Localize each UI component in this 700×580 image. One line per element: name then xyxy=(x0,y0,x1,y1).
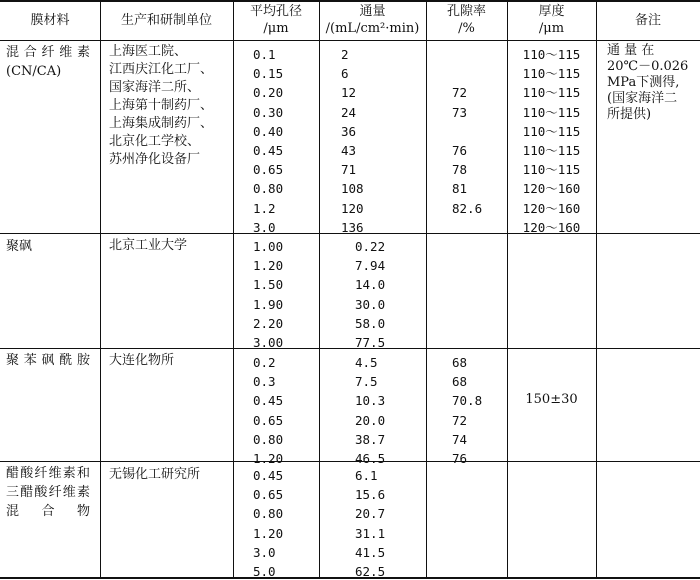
flux-cell: 77.5 xyxy=(355,335,386,350)
header-remark: 备注 xyxy=(634,13,661,28)
thickness-cell: 110～115 xyxy=(522,85,581,101)
col-rule-3 xyxy=(319,0,320,579)
header-pore-label: 平均孔径 xyxy=(249,4,302,19)
pore-size-cell: 1.90 xyxy=(253,296,284,312)
flux-cell: 46.5 xyxy=(355,451,386,466)
porosity-cell: 82.6 xyxy=(452,200,483,216)
pore-size-cell: 0.1 xyxy=(253,47,276,62)
flux-cell: 41.5 xyxy=(355,544,386,560)
producer-name: 大连化物所 xyxy=(109,353,175,368)
header-material: 膜材料 xyxy=(30,13,70,28)
header-producer: 生产和研制单位 xyxy=(120,13,212,28)
col-rule-4 xyxy=(426,0,427,579)
flux-cell: 43 xyxy=(341,143,357,158)
header-porosity-label: 孔隙率 xyxy=(446,4,486,19)
producer-name: 北京工业大学 xyxy=(109,238,188,253)
flux-cell: 62.5 xyxy=(355,564,386,579)
porosity-cell: 70.8 xyxy=(452,393,483,409)
material-name: 醋酸纤维素和三醋酸纤维素混合物 xyxy=(6,466,90,519)
header-pore-unit: /μm xyxy=(263,21,289,36)
thickness-cell: 120～160 xyxy=(522,181,581,197)
flux-cell: 24 xyxy=(341,104,357,120)
producer-name: 无锡化工研究所 xyxy=(109,467,201,482)
flux-cell: 108 xyxy=(341,181,364,197)
pore-size-cell: 1.50 xyxy=(253,277,284,293)
flux-cell: 31.1 xyxy=(355,525,386,541)
pore-size-cell: 1.20 xyxy=(253,525,284,541)
flux-cell: 20.7 xyxy=(355,506,386,522)
flux-cell: 4.5 xyxy=(355,355,378,370)
pore-size-cell: 1.20 xyxy=(253,258,284,274)
pore-size-cell: 0.80 xyxy=(253,506,284,522)
header-flux-label: 通量 xyxy=(359,4,386,19)
flux-cell: 136 xyxy=(341,219,364,235)
thickness-cell: 110～115 xyxy=(522,104,581,120)
flux-cell: 20.0 xyxy=(355,412,386,428)
pore-size-cell: 0.15 xyxy=(253,66,284,82)
material-name: 混合纤维素(CN/CA) xyxy=(6,45,90,79)
rule-group2 xyxy=(0,348,700,349)
thickness-cell: 110～115 xyxy=(522,66,581,82)
flux-cell: 2 xyxy=(341,47,349,62)
porosity-cell: 76 xyxy=(452,143,468,158)
header-porosity-unit: /% xyxy=(458,21,475,36)
rule-top xyxy=(0,0,700,2)
pore-size-cell: 0.65 xyxy=(253,487,284,503)
pore-size-cell: 0.3 xyxy=(253,374,276,390)
pore-size-cell: 0.80 xyxy=(253,181,284,197)
thickness-value: 150±30 xyxy=(525,392,578,407)
material-name: 聚砜 xyxy=(6,239,33,254)
pore-size-cell: 1.20 xyxy=(253,451,284,466)
porosity-cell: 76 xyxy=(452,451,468,466)
col-rule-2 xyxy=(233,0,234,579)
rule-header xyxy=(0,40,700,41)
pore-size-cell: 2.20 xyxy=(253,315,284,331)
pore-size-cell: 0.2 xyxy=(253,355,276,370)
header-flux xyxy=(319,3,426,37)
pore-size-cell: 0.45 xyxy=(253,143,284,158)
flux-cell: 12 xyxy=(341,85,357,101)
thickness-cell: 110～115 xyxy=(522,143,581,158)
pore-size-cell: 0.45 xyxy=(253,393,284,409)
flux-cell: 7.5 xyxy=(355,374,378,390)
flux-cell: 30.0 xyxy=(355,296,386,312)
header-flux-unit: /(mL/cm²·min) xyxy=(325,21,420,36)
pore-size-cell: 1.00 xyxy=(253,239,284,254)
thickness-cell: 110～115 xyxy=(522,123,581,139)
flux-cell: 6.1 xyxy=(355,468,378,483)
pore-size-cell: 3.0 xyxy=(253,544,276,560)
flux-cell: 6 xyxy=(341,66,349,82)
flux-cell: 36 xyxy=(341,123,357,139)
thickness-cell: 110～115 xyxy=(522,47,581,62)
col-rule-6 xyxy=(596,0,597,579)
pore-size-cell: 3.00 xyxy=(253,335,284,350)
flux-cell: 71 xyxy=(341,162,357,178)
pore-size-cell: 3.0 xyxy=(253,219,276,235)
flux-cell: 15.6 xyxy=(355,487,386,503)
porosity-cell: 68 xyxy=(452,374,468,390)
flux-cell: 38.7 xyxy=(355,431,386,447)
porosity-cell: 72 xyxy=(452,412,468,428)
pore-size-cell: 0.45 xyxy=(253,468,284,483)
pore-size-cell: 0.65 xyxy=(253,162,284,178)
pore-size-cell: 0.80 xyxy=(253,431,284,447)
pore-size-cell: 5.0 xyxy=(253,564,276,579)
thickness-cell: 110～115 xyxy=(522,162,581,178)
col-rule-1 xyxy=(100,0,101,579)
pore-size-cell: 0.65 xyxy=(253,412,284,428)
pore-size-cell: 0.30 xyxy=(253,104,284,120)
rule-group3 xyxy=(0,461,700,462)
porosity-cell: 68 xyxy=(452,355,468,370)
thickness-cell: 120～160 xyxy=(522,219,581,235)
pore-size-cell: 1.2 xyxy=(253,200,276,216)
producer-name: 上海医工院、 江西庆江化工厂、 国家海洋二所、 上海第十制药厂、 上海集成制药厂、 北京化工学校、 苏州净化设备厂 xyxy=(109,44,214,167)
porosity-cell: 74 xyxy=(452,431,468,447)
flux-cell: 7.94 xyxy=(355,258,386,274)
porosity-cell: 73 xyxy=(452,104,468,120)
pore-size-cell: 0.40 xyxy=(253,123,284,139)
thickness-cell: 120～160 xyxy=(522,200,581,216)
remark-note: 通 量 在 20℃－0.026 MPa下测得, (国家海洋二 所提供) xyxy=(607,43,689,122)
flux-cell: 10.3 xyxy=(355,393,386,409)
flux-cell: 0.22 xyxy=(355,239,386,254)
pore-size-cell: 0.20 xyxy=(253,85,284,101)
porosity-cell: 78 xyxy=(452,162,468,178)
header-thickness xyxy=(507,3,596,37)
porosity-cell: 81 xyxy=(452,181,468,197)
header-porosity xyxy=(426,3,507,37)
header-thickness-label: 厚度 xyxy=(538,4,565,19)
header-pore xyxy=(233,3,319,37)
header-thickness-unit: /μm xyxy=(538,21,565,36)
flux-cell: 58.0 xyxy=(355,315,386,331)
flux-cell: 120 xyxy=(341,200,364,216)
porosity-cell: 72 xyxy=(452,85,468,101)
material-name: 聚苯砜酰胺 xyxy=(6,353,90,368)
flux-cell: 14.0 xyxy=(355,277,386,293)
